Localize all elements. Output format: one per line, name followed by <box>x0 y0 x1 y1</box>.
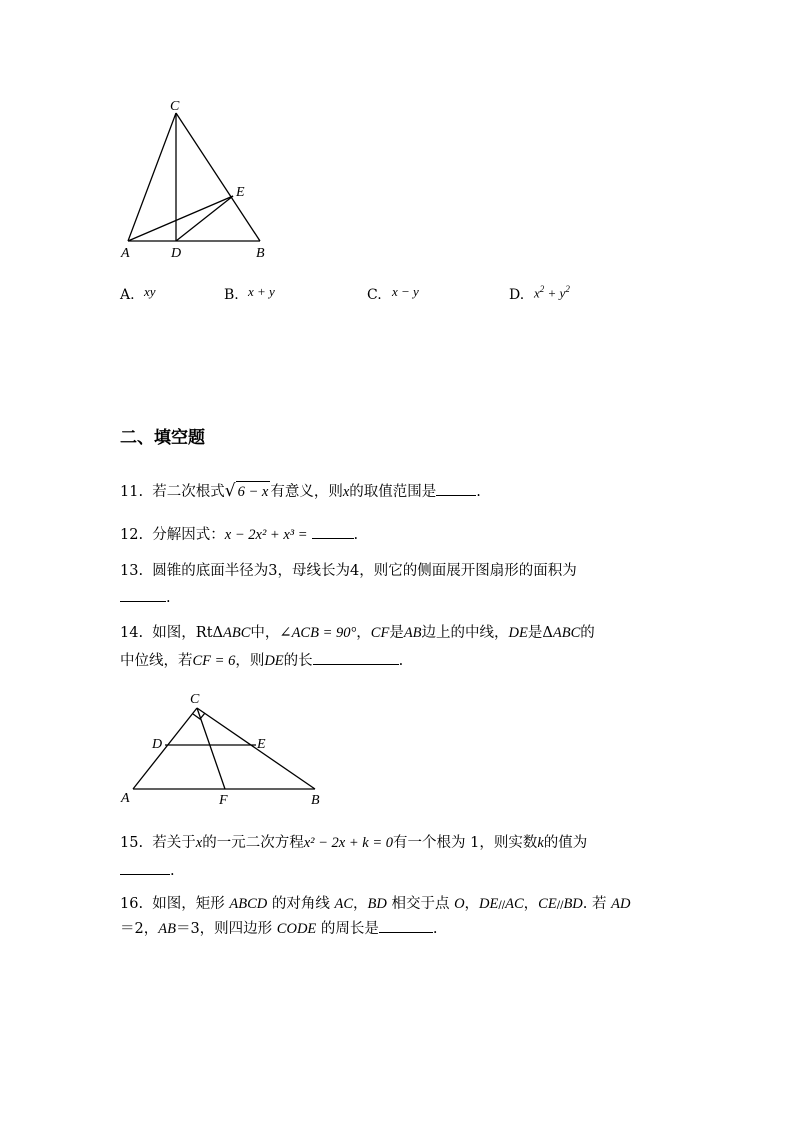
q14-text-a: 如图，Rt <box>152 625 213 641</box>
q14-angle-symbol: ∠ <box>279 625 292 641</box>
q14-cf: CF <box>370 625 390 641</box>
edge-cf-2 <box>197 708 225 789</box>
q16-ac: AC <box>334 896 353 912</box>
q15-number: 15. <box>120 835 144 851</box>
question-13 <box>120 561 577 581</box>
figure-1-triangle <box>110 95 280 265</box>
question-11 <box>120 481 481 502</box>
q16-parallel-2: // <box>556 900 564 911</box>
question-14 <box>120 623 595 643</box>
option-c-label: C. <box>367 287 382 303</box>
q16-ad: AD <box>611 896 631 912</box>
q16-parallel-1: // <box>498 900 506 911</box>
q13-answer-blank[interactable] <box>120 587 166 602</box>
q14-text-c: ， <box>356 625 371 641</box>
q16-bd-2: BD <box>563 896 583 912</box>
q11-text-pre: 若二次根式 <box>152 484 225 500</box>
option-d-math: $x^2 + y^2$ <box>534 284 570 301</box>
q16-ab: AB <box>158 921 176 937</box>
section-title: 二、填空题 <box>120 428 205 448</box>
q14-delta-2: Δ <box>542 625 553 641</box>
q16-text-a: 如图，矩形 <box>152 896 230 912</box>
label-b-2: B <box>311 793 320 808</box>
q14-abc: ABC <box>223 625 251 641</box>
q14-de-2: DE <box>264 653 284 669</box>
question-15 <box>120 833 587 853</box>
q13-end: . <box>166 590 171 606</box>
label-c-2: C <box>190 692 200 707</box>
q16-ce: CE <box>538 896 557 912</box>
edge-ca <box>128 113 176 241</box>
question-16 <box>120 894 630 916</box>
q15-answer-blank[interactable] <box>120 860 170 875</box>
q16-end: . <box>432 921 438 937</box>
figure-2-triangle <box>115 688 330 810</box>
q16-answer-blank[interactable] <box>379 918 433 933</box>
q14-text-d: 是 <box>389 625 404 641</box>
label-a: A <box>121 246 130 261</box>
q14-cf-2: CF <box>192 653 212 669</box>
label-d-2: D <box>152 737 163 752</box>
q12-end: . <box>353 527 359 543</box>
q15-end: . <box>170 863 175 879</box>
q13-number: 13. <box>120 563 144 579</box>
q14-text-g: 的 <box>580 625 595 641</box>
q16-text-f: ＝3，则四边形 <box>175 921 277 937</box>
q14-end: . <box>398 653 404 669</box>
q16-text-c: 相交于点 <box>386 896 455 912</box>
label-e-2: E <box>257 737 266 752</box>
option-b-math: x + y <box>248 284 275 299</box>
q14-text-f: 是 <box>527 625 543 641</box>
q11-end: . <box>476 484 481 500</box>
q14-text-j: 的长 <box>283 653 313 669</box>
q11-answer-blank[interactable] <box>436 481 476 496</box>
label-f-2: F <box>219 793 228 808</box>
q16-o: O <box>454 896 465 912</box>
q11-var: x <box>342 484 350 500</box>
q14-text-b: 中， <box>250 625 280 641</box>
q16-text-d: . 若 <box>582 896 612 912</box>
q11-text-post: 的取值范围是 <box>349 484 437 500</box>
q12-answer-blank[interactable] <box>312 524 354 539</box>
q15-text-mid: 的一元二次方程 <box>202 835 304 851</box>
option-b-label: B. <box>224 287 239 303</box>
q16-comma-1: ， <box>353 896 368 912</box>
label-d: D <box>171 246 182 261</box>
q12-number: 12. <box>120 527 144 543</box>
label-e: E <box>236 185 245 200</box>
options-row <box>120 284 640 306</box>
question-16-line2 <box>120 918 438 939</box>
q16-bd: BD <box>367 896 387 912</box>
edge-cb <box>176 113 260 241</box>
q13-text: 圆锥的底面半径为3，母线长为4，则它的侧面展开图扇形的面积为 <box>152 563 577 579</box>
edge-ae <box>128 196 233 241</box>
q14-ab: AB <box>403 625 422 641</box>
q14-acb: ACB = 90° <box>291 625 357 641</box>
q14-text-i: ，则 <box>235 653 265 669</box>
q15-text-post: 有一个根为 1，则实数 <box>392 835 538 851</box>
q16-abcd: ABCD <box>229 896 268 912</box>
edge-de <box>176 196 233 241</box>
q12-math: x − 2x² + x³ = <box>224 527 308 543</box>
option-a-label: A. <box>120 287 135 303</box>
q16-text-g: 的周长是 <box>316 921 379 937</box>
q14-abc-2: ABC <box>552 625 581 641</box>
q11-radicand: 6 − x <box>236 481 271 502</box>
label-b: B <box>256 246 265 261</box>
q14-text-e: 边上的中线， <box>421 625 509 641</box>
q14-de: DE <box>508 625 528 641</box>
q11-number: 11. <box>120 484 144 500</box>
edge-ca-2 <box>133 708 197 789</box>
q16-comma-2: ， <box>464 896 480 912</box>
option-c-math: x − y <box>392 284 419 299</box>
q15-var: x <box>195 835 203 851</box>
label-a-2: A <box>121 791 130 806</box>
q15-equation: x² − 2x + k = 0 <box>303 835 393 851</box>
q15-k: k <box>537 835 544 851</box>
option-d-label: D. <box>509 287 525 303</box>
q16-comma-3: ， <box>523 896 539 912</box>
edge-cb-2 <box>197 708 315 789</box>
question-14-line2 <box>120 650 403 671</box>
question-15-line2 <box>120 860 175 881</box>
q14-text-h: 中位线，若 <box>120 653 193 669</box>
q16-text-e: ＝2， <box>120 921 159 937</box>
q15-text-post2: 的值为 <box>543 835 588 851</box>
q11-text-mid: 有意义，则 <box>270 484 343 500</box>
q16-number: 16. <box>120 896 144 912</box>
label-c: C <box>170 99 180 114</box>
q14-answer-blank[interactable] <box>313 650 399 665</box>
q15-text-pre: 若关于 <box>152 835 196 851</box>
q14-cf-value: = 6 <box>211 653 236 669</box>
q16-code: CODE <box>276 921 317 937</box>
q12-text-pre: 分解因式： <box>152 527 225 543</box>
question-13-line2 <box>120 587 171 608</box>
q16-ac-2: AC <box>505 896 524 912</box>
question-12 <box>120 524 358 545</box>
q11-radical: √ <box>224 481 236 501</box>
q14-number: 14. <box>120 625 144 641</box>
option-a-math: xy <box>144 284 156 299</box>
q14-delta: Δ <box>212 625 224 641</box>
q16-text-b: 的对角线 <box>267 896 335 912</box>
q16-de: DE <box>479 896 499 912</box>
